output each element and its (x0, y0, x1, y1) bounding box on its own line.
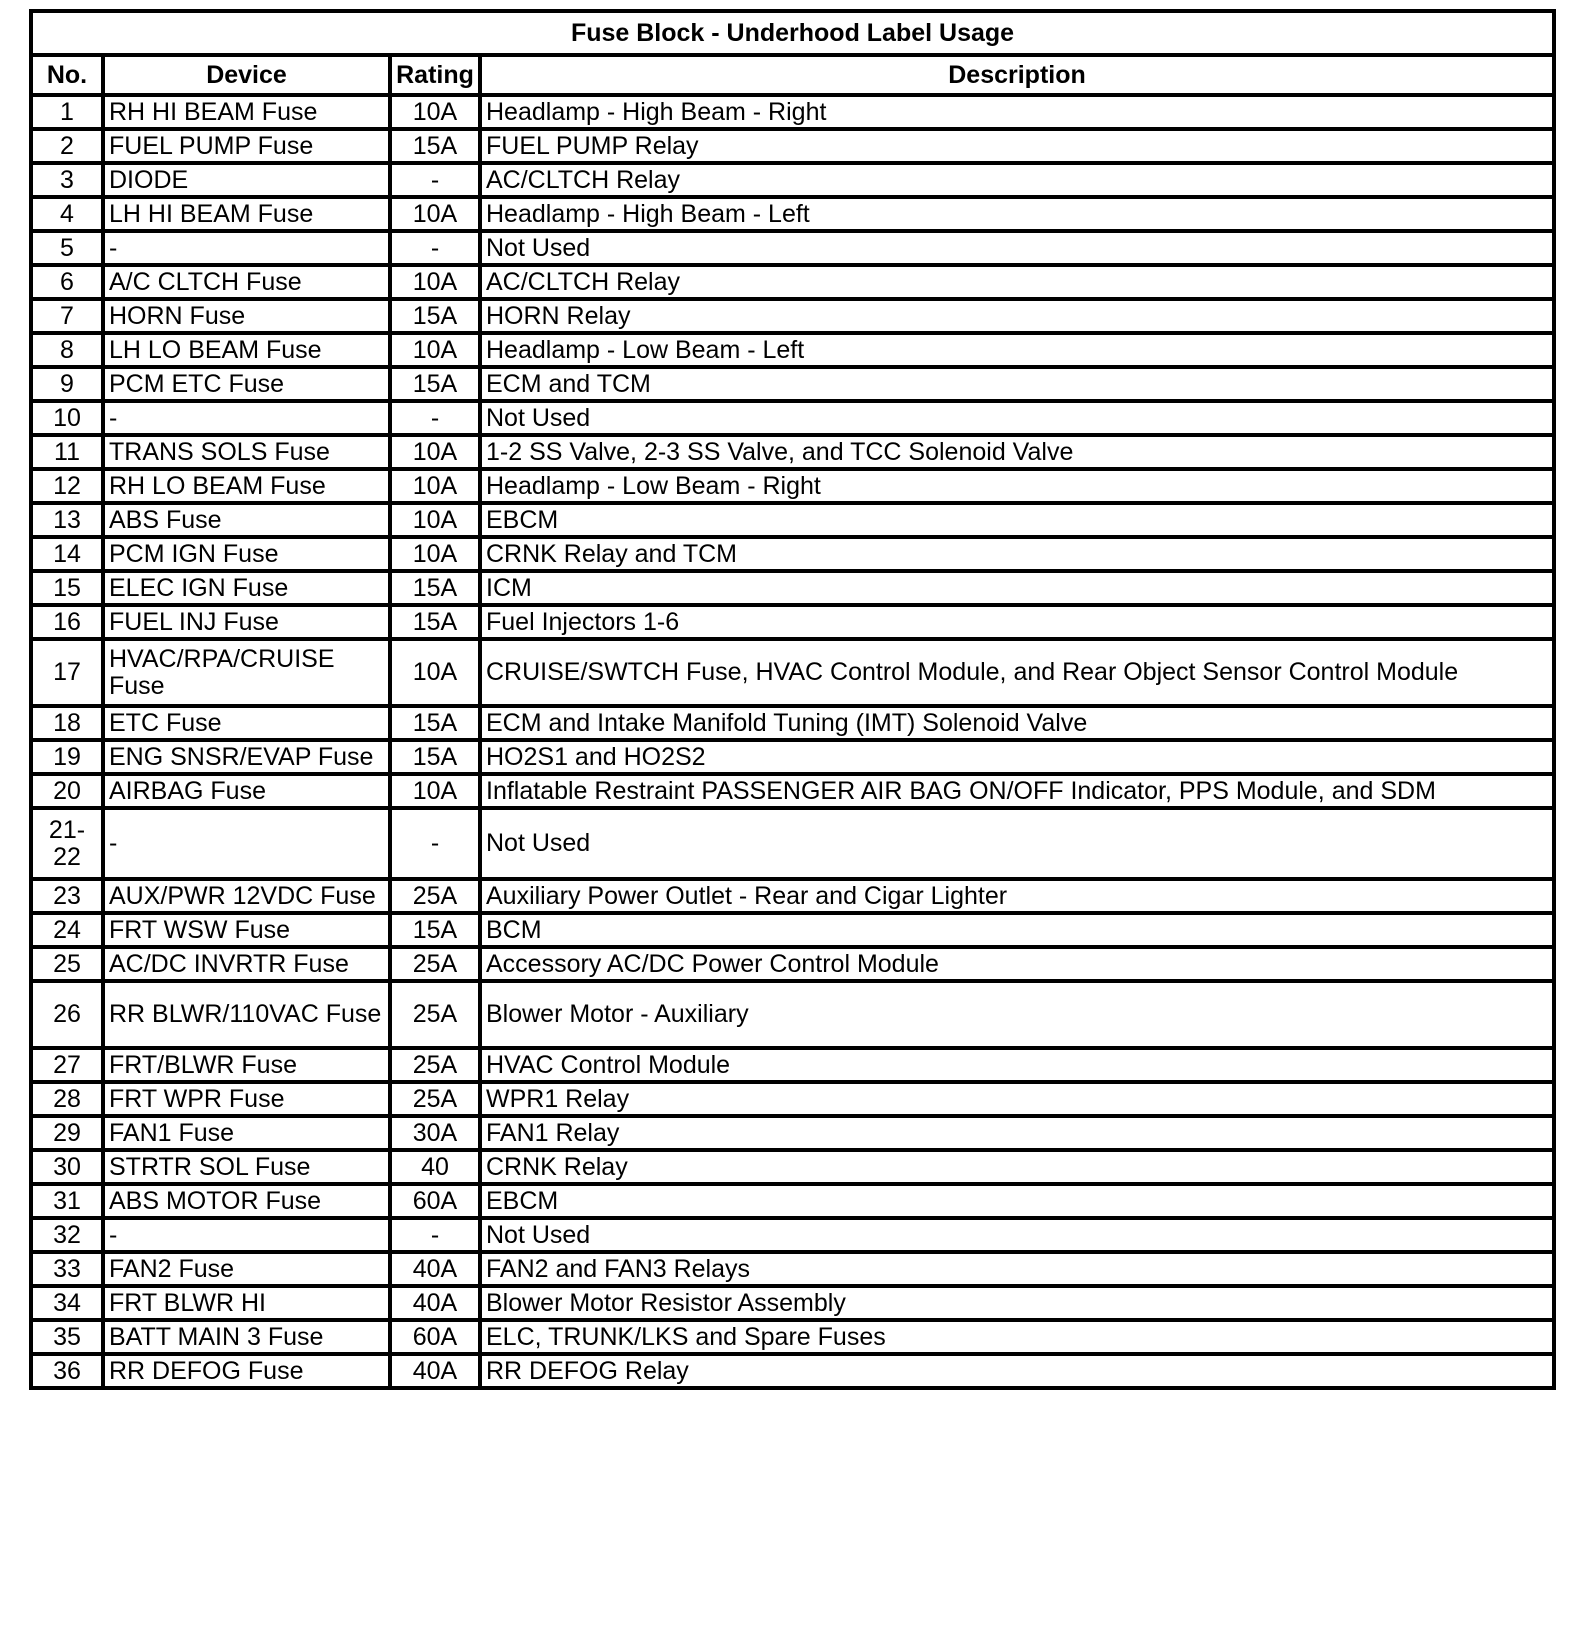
cell-rating: 10A (390, 503, 480, 537)
table-row (31, 469, 1554, 503)
cell-description: ECM and TCM (480, 367, 1554, 401)
cell-no: 12 (31, 469, 103, 503)
cell-no: 16 (31, 605, 103, 639)
table-row (31, 571, 1554, 605)
cell-description: EBCM (480, 1184, 1554, 1218)
table-row (31, 299, 1554, 333)
cell-device: AUX/PWR 12VDC Fuse (103, 879, 390, 913)
cell-device: PCM IGN Fuse (103, 537, 390, 571)
table-header-row (31, 55, 1554, 95)
cell-device: FRT WPR Fuse (103, 1082, 390, 1116)
cell-rating: 10A (390, 197, 480, 231)
cell-description: HO2S1 and HO2S2 (480, 740, 1554, 774)
cell-rating: 25A (390, 1082, 480, 1116)
cell-device: RH HI BEAM Fuse (103, 95, 390, 129)
header-description: Description (480, 55, 1554, 95)
cell-description: Not Used (480, 401, 1554, 435)
cell-description: WPR1 Relay (480, 1082, 1554, 1116)
cell-description: ECM and Intake Manifold Tuning (IMT) Solenoid Valve (480, 706, 1554, 740)
table-row (31, 740, 1554, 774)
cell-description: HORN Relay (480, 299, 1554, 333)
cell-device: ETC Fuse (103, 706, 390, 740)
cell-rating: 25A (390, 879, 480, 913)
cell-no: 29 (31, 1116, 103, 1150)
cell-no: 26 (31, 981, 103, 1048)
cell-rating: 15A (390, 571, 480, 605)
table-row (31, 129, 1554, 163)
cell-description: CRUISE/SWTCH Fuse, HVAC Control Module, and Rear Object Sensor Control Module (480, 639, 1554, 706)
table-row (31, 265, 1554, 299)
table-row (31, 1082, 1554, 1116)
cell-device: RR BLWR/110VAC Fuse (103, 981, 390, 1048)
table-row (31, 401, 1554, 435)
cell-rating: 30A (390, 1116, 480, 1150)
cell-description: Headlamp - High Beam - Right (480, 95, 1554, 129)
cell-description: Not Used (480, 808, 1554, 879)
cell-device: AIRBAG Fuse (103, 774, 390, 808)
cell-no: 11 (31, 435, 103, 469)
cell-device: FRT/BLWR Fuse (103, 1048, 390, 1082)
cell-rating: 25A (390, 1048, 480, 1082)
cell-device: TRANS SOLS Fuse (103, 435, 390, 469)
cell-no: 9 (31, 367, 103, 401)
cell-no: 5 (31, 231, 103, 265)
cell-no: 32 (31, 1218, 103, 1252)
cell-device: FAN1 Fuse (103, 1116, 390, 1150)
cell-device: BATT MAIN 3 Fuse (103, 1320, 390, 1354)
table-row (31, 639, 1554, 706)
table-body (31, 95, 1554, 1388)
header-rating: Rating (390, 55, 480, 95)
cell-device: HORN Fuse (103, 299, 390, 333)
cell-no: 30 (31, 1150, 103, 1184)
cell-no: 17 (31, 639, 103, 706)
cell-no: 3 (31, 163, 103, 197)
cell-rating: - (390, 231, 480, 265)
cell-description: ICM (480, 571, 1554, 605)
cell-description: Headlamp - High Beam - Left (480, 197, 1554, 231)
cell-rating: 10A (390, 537, 480, 571)
cell-rating: 15A (390, 706, 480, 740)
table-row (31, 1218, 1554, 1252)
cell-rating: - (390, 401, 480, 435)
cell-device: ABS MOTOR Fuse (103, 1184, 390, 1218)
table-row (31, 981, 1554, 1048)
cell-description: FAN2 and FAN3 Relays (480, 1252, 1554, 1286)
cell-no: 4 (31, 197, 103, 231)
cell-description: CRNK Relay (480, 1150, 1554, 1184)
cell-no: 19 (31, 740, 103, 774)
cell-description: 1-2 SS Valve, 2-3 SS Valve, and TCC Solenoid Valve (480, 435, 1554, 469)
cell-description: FUEL PUMP Relay (480, 129, 1554, 163)
cell-description: Not Used (480, 1218, 1554, 1252)
cell-description: AC/CLTCH Relay (480, 265, 1554, 299)
cell-rating: 10A (390, 265, 480, 299)
cell-device: - (103, 231, 390, 265)
cell-device: STRTR SOL Fuse (103, 1150, 390, 1184)
table-row (31, 1116, 1554, 1150)
cell-description: Accessory AC/DC Power Control Module (480, 947, 1554, 981)
cell-rating: 15A (390, 129, 480, 163)
cell-rating: 15A (390, 367, 480, 401)
cell-device: DIODE (103, 163, 390, 197)
cell-device: - (103, 808, 390, 879)
cell-rating: 10A (390, 333, 480, 367)
cell-no: 27 (31, 1048, 103, 1082)
cell-rating: 15A (390, 299, 480, 333)
cell-rating: 15A (390, 605, 480, 639)
cell-rating: 10A (390, 95, 480, 129)
cell-rating: 40A (390, 1354, 480, 1388)
table-row (31, 605, 1554, 639)
cell-no: 6 (31, 265, 103, 299)
cell-device: FRT WSW Fuse (103, 913, 390, 947)
cell-device: RH LO BEAM Fuse (103, 469, 390, 503)
cell-device: - (103, 401, 390, 435)
cell-description: Inflatable Restraint PASSENGER AIR BAG ON/OFF Indicator, PPS Module, and SDM (480, 774, 1554, 808)
cell-description: HVAC Control Module (480, 1048, 1554, 1082)
cell-rating: 25A (390, 981, 480, 1048)
cell-no: 24 (31, 913, 103, 947)
cell-description: AC/CLTCH Relay (480, 163, 1554, 197)
table-title-row (31, 11, 1554, 55)
cell-no: 2 (31, 129, 103, 163)
cell-description: EBCM (480, 503, 1554, 537)
cell-no: 7 (31, 299, 103, 333)
cell-rating: 40A (390, 1252, 480, 1286)
cell-no: 25 (31, 947, 103, 981)
table-row (31, 1048, 1554, 1082)
cell-rating: 10A (390, 639, 480, 706)
cell-no: 35 (31, 1320, 103, 1354)
cell-description: Fuel Injectors 1-6 (480, 605, 1554, 639)
cell-description: Auxiliary Power Outlet - Rear and Cigar Lighter (480, 879, 1554, 913)
cell-device: RR DEFOG Fuse (103, 1354, 390, 1388)
cell-description: FAN1 Relay (480, 1116, 1554, 1150)
table-row (31, 947, 1554, 981)
cell-device: - (103, 1218, 390, 1252)
cell-device: HVAC/RPA/CRUISE Fuse (103, 639, 390, 706)
cell-description: BCM (480, 913, 1554, 947)
cell-no: 15 (31, 571, 103, 605)
cell-rating: 60A (390, 1184, 480, 1218)
cell-rating: 10A (390, 435, 480, 469)
cell-device: FUEL INJ Fuse (103, 605, 390, 639)
cell-rating: - (390, 163, 480, 197)
table-row (31, 1184, 1554, 1218)
cell-rating: 15A (390, 913, 480, 947)
cell-no: 34 (31, 1286, 103, 1320)
table-row (31, 808, 1554, 879)
table-row (31, 913, 1554, 947)
cell-no: 18 (31, 706, 103, 740)
cell-device: LH LO BEAM Fuse (103, 333, 390, 367)
cell-rating: - (390, 1218, 480, 1252)
cell-rating: 25A (390, 947, 480, 981)
cell-no: 14 (31, 537, 103, 571)
cell-no: 8 (31, 333, 103, 367)
cell-no: 28 (31, 1082, 103, 1116)
cell-device: A/C CLTCH Fuse (103, 265, 390, 299)
cell-no: 13 (31, 503, 103, 537)
cell-no: 23 (31, 879, 103, 913)
table-row (31, 774, 1554, 808)
cell-description: Headlamp - Low Beam - Left (480, 333, 1554, 367)
cell-no: 31 (31, 1184, 103, 1218)
table-row (31, 1354, 1554, 1388)
cell-device: ABS Fuse (103, 503, 390, 537)
cell-rating: 40A (390, 1286, 480, 1320)
cell-device: AC/DC INVRTR Fuse (103, 947, 390, 981)
table-row (31, 333, 1554, 367)
cell-no: 1 (31, 95, 103, 129)
cell-device: ELEC IGN Fuse (103, 571, 390, 605)
cell-description: ELC, TRUNK/LKS and Spare Fuses (480, 1320, 1554, 1354)
table-row (31, 435, 1554, 469)
table-row (31, 1150, 1554, 1184)
cell-rating: - (390, 808, 480, 879)
header-no: No. (31, 55, 103, 95)
cell-description: CRNK Relay and TCM (480, 537, 1554, 571)
table-row (31, 879, 1554, 913)
cell-rating: 10A (390, 469, 480, 503)
cell-description: RR DEFOG Relay (480, 1354, 1554, 1388)
cell-no: 21-22 (31, 808, 103, 879)
cell-rating: 40 (390, 1150, 480, 1184)
cell-device: FAN2 Fuse (103, 1252, 390, 1286)
cell-rating: 15A (390, 740, 480, 774)
header-device: Device (103, 55, 390, 95)
cell-description: Headlamp - Low Beam - Right (480, 469, 1554, 503)
cell-device: FUEL PUMP Fuse (103, 129, 390, 163)
cell-device: LH HI BEAM Fuse (103, 197, 390, 231)
table-row (31, 95, 1554, 129)
cell-device: PCM ETC Fuse (103, 367, 390, 401)
cell-description: Blower Motor Resistor Assembly (480, 1286, 1554, 1320)
cell-description: Blower Motor - Auxiliary (480, 981, 1554, 1048)
cell-description: Not Used (480, 231, 1554, 265)
table-title: Fuse Block - Underhood Label Usage (31, 11, 1554, 55)
table-row (31, 503, 1554, 537)
cell-device: ENG SNSR/EVAP Fuse (103, 740, 390, 774)
cell-no: 36 (31, 1354, 103, 1388)
cell-no: 10 (31, 401, 103, 435)
cell-device: FRT BLWR HI (103, 1286, 390, 1320)
table-row (31, 706, 1554, 740)
cell-no: 20 (31, 774, 103, 808)
table-row (31, 1286, 1554, 1320)
table-row (31, 1252, 1554, 1286)
table-row (31, 231, 1554, 265)
table-row (31, 1320, 1554, 1354)
table-row (31, 537, 1554, 571)
fuse-usage-table (29, 9, 1556, 1390)
table-row (31, 197, 1554, 231)
table-row (31, 367, 1554, 401)
cell-no: 33 (31, 1252, 103, 1286)
table-row (31, 163, 1554, 197)
cell-rating: 10A (390, 774, 480, 808)
cell-rating: 60A (390, 1320, 480, 1354)
